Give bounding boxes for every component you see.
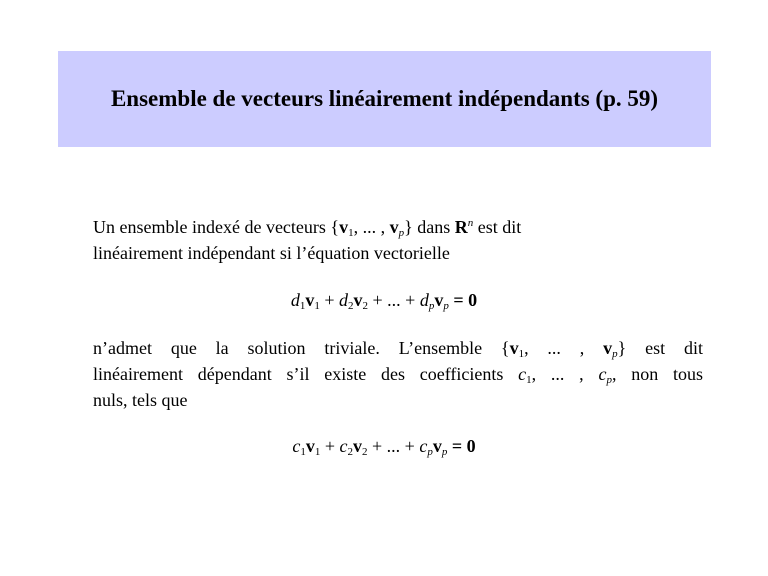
vector-symbol: v <box>432 436 442 456</box>
subscript: 2 <box>347 446 354 458</box>
subscript: 1 <box>348 227 354 239</box>
text: Un ensemble indexé de vecteurs { <box>93 217 340 237</box>
vector-symbol: v <box>305 436 315 456</box>
title-box <box>58 51 711 147</box>
coefficient: c <box>419 436 428 456</box>
coefficient: d <box>339 290 349 310</box>
coefficient: d <box>419 290 429 310</box>
coefficient: d <box>290 290 300 310</box>
operator: + ... + <box>368 290 420 310</box>
equals-zero: = 0 <box>447 436 476 456</box>
text: , ... , <box>353 217 390 237</box>
coefficient: c <box>292 436 301 456</box>
text: } est dit <box>617 338 704 358</box>
text: , non tous <box>611 364 703 384</box>
subscript: 2 <box>362 446 368 458</box>
superscript: n <box>467 217 474 229</box>
real-space-symbol: R <box>454 217 468 237</box>
coefficient: c <box>339 436 348 456</box>
subscript: 1 <box>526 374 532 386</box>
subscript: p <box>606 374 612 386</box>
subscript: p <box>427 446 433 458</box>
definition-line-1 <box>93 214 703 240</box>
text: linéairement dépendant s’il existe des coefficients <box>93 364 519 384</box>
coefficient: c <box>598 364 607 384</box>
subscript: 1 <box>314 446 321 458</box>
equation-homogeneous-d <box>0 287 768 313</box>
dependence-line-2 <box>93 361 703 387</box>
subscript: p <box>428 300 435 312</box>
vector-symbol: v <box>353 436 363 456</box>
subscript: 1 <box>299 300 306 312</box>
operator: + ... + <box>367 436 420 456</box>
text: n’admet que la solution triviale. L’ensemble { <box>93 338 510 358</box>
definition-independence <box>93 214 703 266</box>
dependence-line-1 <box>93 335 703 361</box>
subscript: p <box>443 300 449 312</box>
subscript: 1 <box>314 300 320 312</box>
definition-line-2: linéairement indépendant si l’équation vectorielle <box>93 243 450 263</box>
definition-dependence <box>93 335 703 413</box>
text: est dit <box>473 217 522 237</box>
vector-symbol: v <box>353 290 363 310</box>
subscript: p <box>612 348 618 360</box>
operator: + <box>319 290 340 310</box>
subscript: p <box>441 446 448 458</box>
equation-dependence-c <box>0 433 768 459</box>
text: , ... , <box>531 364 599 384</box>
coefficient: c <box>518 364 527 384</box>
operator: + <box>320 436 340 456</box>
subscript: 2 <box>348 300 354 312</box>
equals-zero: = 0 <box>448 290 478 310</box>
dependence-line-3: nuls, tels que <box>93 390 188 410</box>
vector-symbol: v <box>434 290 444 310</box>
text: , ... , <box>524 338 604 358</box>
vector-symbol: v <box>603 338 613 358</box>
vector-symbol: v <box>389 217 399 237</box>
vector-symbol: v <box>339 217 349 237</box>
vector-symbol: v <box>305 290 315 310</box>
vector-symbol: v <box>509 338 519 358</box>
slide-title: Ensemble de vecteurs linéairement indépendants (p. 59) <box>110 86 659 111</box>
subscript: 1 <box>300 446 306 458</box>
subscript: 2 <box>362 300 369 312</box>
subscript: 1 <box>518 348 525 360</box>
subscript: p <box>398 227 405 239</box>
text: } dans <box>404 217 455 237</box>
